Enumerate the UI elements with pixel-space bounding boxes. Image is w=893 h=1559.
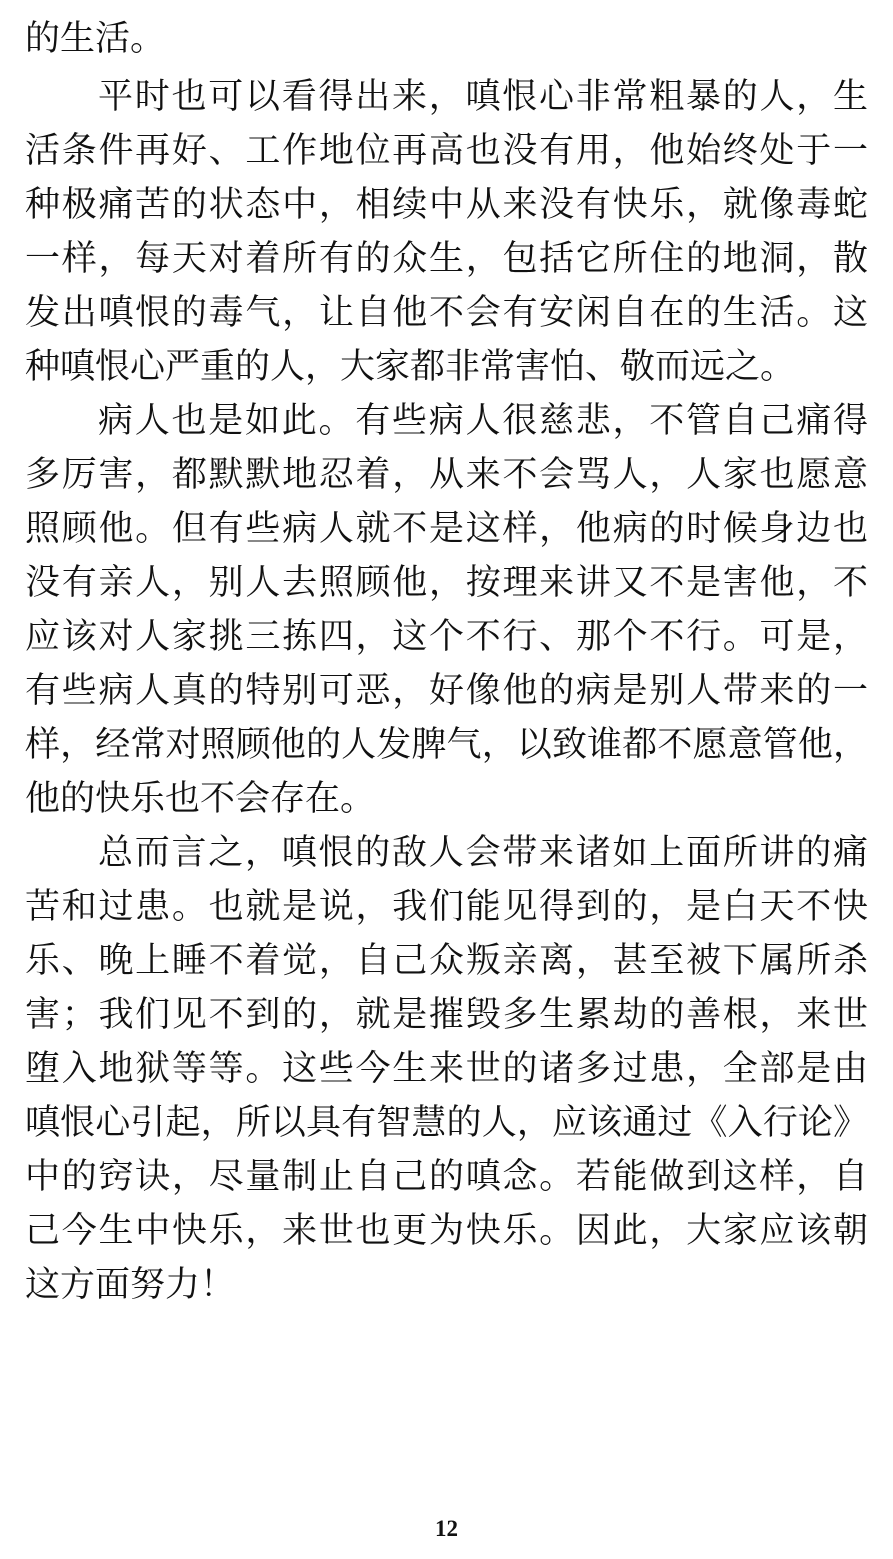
paragraph-2-line-6: 有些病人真的特别可恶，好像他的病是别人带来的一: [25, 671, 868, 711]
paragraph-2-line-5: 应该对人家挑三拣四，这个不行、那个不行。可是，: [25, 617, 868, 657]
paragraph-3-line-2: 苦和过患。也就是说，我们能见得到的，是白天不快: [25, 887, 868, 927]
page-number: 12: [435, 1516, 458, 1541]
paragraph-3-line-9: 这方面努力！: [25, 1265, 236, 1305]
paragraph-2-line-1: 病人也是如此。有些病人很慈悲，不管自己痛得: [98, 401, 868, 441]
paragraph-1-line-4: 一样，每天对着所有的众生，包括它所住的地洞，散: [25, 239, 868, 279]
paragraph-1-line-6: 种嗔恨心严重的人，大家都非常害怕、敬而远之。: [25, 347, 796, 387]
paragraph-2-line-7: 样，经常对照顾他的人发脾气，以致谁都不愿意管他，: [25, 725, 868, 765]
paragraph-2-line-4: 没有亲人，别人去照顾他，按理来讲又不是害他，不: [25, 563, 868, 603]
paragraph-2-line-3: 照顾他。但有些病人就不是这样，他病的时候身边也: [25, 509, 868, 549]
paragraph-3-line-5: 堕入地狱等等。这些今生来世的诸多过患，全部是由: [25, 1049, 868, 1089]
paragraph-3-line-4: 害；我们见不到的，就是摧毁多生累劫的善根，来世: [25, 995, 868, 1035]
text-line-1: 的生活。: [25, 19, 166, 59]
paragraph-3-line-3: 乐、晚上睡不着觉，自己众叛亲离，甚至被下属所杀: [25, 941, 868, 981]
paragraph-2-line-8: 他的快乐也不会存在。: [25, 779, 376, 819]
paragraph-1-line-3: 种极痛苦的状态中，相续中从来没有快乐，就像毒蛇: [25, 185, 868, 225]
paragraph-2-line-2: 多厉害，都默默地忍着，从来不会骂人，人家也愿意: [25, 455, 868, 495]
paragraph-1-line-2: 活条件再好、工作地位再高也没有用，他始终处于一: [25, 131, 868, 171]
paragraph-1-line-1: 平时也可以看得出来，嗔恨心非常粗暴的人，生: [98, 77, 868, 117]
paragraph-3-line-6: 嗔恨心引起，所以具有智慧的人，应该通过《入行论》: [25, 1103, 868, 1143]
paragraph-3-line-1: 总而言之，嗔恨的敌人会带来诸如上面所讲的痛: [98, 833, 868, 873]
paragraph-3-line-8: 己今生中快乐，来世也更为快乐。因此，大家应该朝: [25, 1211, 868, 1251]
paragraph-3-line-7: 中的窍诀，尽量制止自己的嗔念。若能做到这样，自: [25, 1157, 868, 1197]
paragraph-1-line-5: 发出嗔恨的毒气，让自他不会有安闲自在的生活。这: [25, 293, 868, 333]
